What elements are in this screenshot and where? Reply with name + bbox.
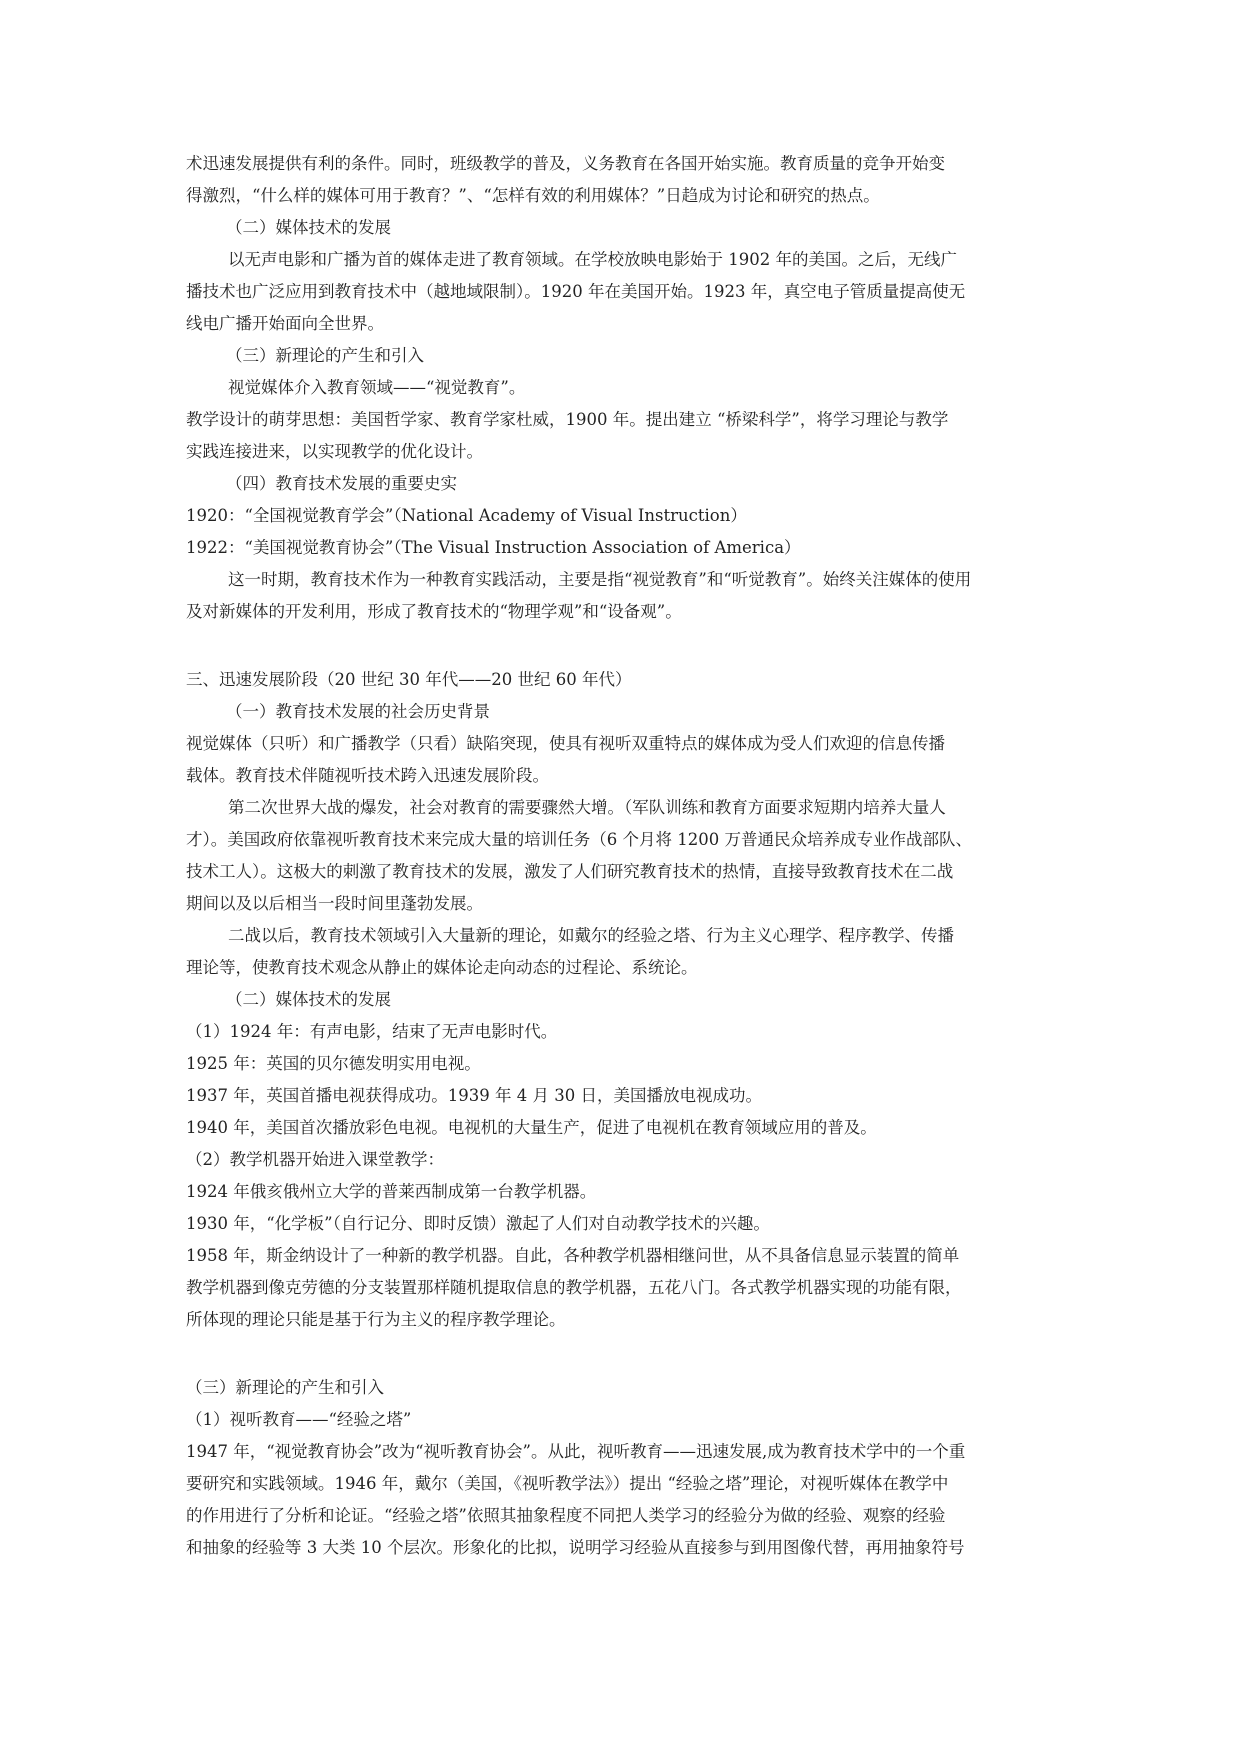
section-heading: （三）新理论的产生和引入 bbox=[226, 346, 424, 365]
paragraph-gap bbox=[186, 1336, 1055, 1372]
text-line: 线电广播开始面向全世界。 bbox=[186, 314, 384, 333]
text-line: 技术工人）。这极大的刺激了教育技术的发展，激发了人们研究教育技术的热情，直接导致教育技术在二战 bbox=[186, 862, 954, 881]
text-line: 1925 年：英国的贝尔德发明实用电视。 bbox=[186, 1054, 481, 1073]
text-line: 1958 年，斯金纳设计了一种新的教学机器。自此，各种教学机器相继问世，从不具备信息显示装置的简单 bbox=[186, 1246, 960, 1265]
text-line: 教学设计的萌芽思想：美国哲学家、教育学家杜威，1900 年。提出建立 “桥梁科学”，将学习理论与教学 bbox=[186, 410, 949, 429]
paragraph-gap bbox=[186, 628, 1055, 664]
text-line: 期间以及以后相当一段时间里蓬勃发展。 bbox=[186, 894, 483, 913]
text-line: 视觉媒体介入教育领域——“视觉教育”。 bbox=[228, 378, 526, 397]
chapter-heading: 三、迅速发展阶段（20 世纪 30 年代——20 世纪 60 年代） bbox=[186, 670, 632, 689]
text-line: 要研究和实践领域。1946 年，戴尔（美国，《视听教学法》）提出 “经验之塔”理论，对视听媒体在教学中 bbox=[186, 1474, 949, 1493]
text-line: 所体现的理论只能是基于行为主义的程序教学理论。 bbox=[186, 1310, 566, 1329]
text-line: 理论等，使教育技术观念从静止的媒体论走向动态的过程论、系统论。 bbox=[186, 958, 698, 977]
text-line: 播技术也广泛应用到教育技术中（越地域限制）。1920 年在美国开始。1923 年，真空电子管质量提高使无 bbox=[186, 282, 966, 301]
text-line: （1）1924 年：有声电影，结束了无声电影时代。 bbox=[186, 1022, 558, 1041]
text-line: 第二次世界大战的爆发，社会对教育的需要骤然大增。（军队训练和教育方面要求短期内培养大量人 bbox=[228, 798, 946, 817]
text-line: （1）视听教育——“经验之塔” bbox=[186, 1410, 412, 1429]
text-line: 二战以后，教育技术领域引入大量新的理论，如戴尔的经验之塔、行为主义心理学、程序教学、传播 bbox=[228, 926, 954, 945]
text-line: 的作用进行了分析和论证。“经验之塔”依照其抽象程度不同把人类学习的经验分为做的经验、观察的经验 bbox=[186, 1506, 946, 1525]
text-line: 及对新媒体的开发利用，形成了教育技术的“物理学观”和“设备观”。 bbox=[186, 602, 682, 621]
section-heading: （四）教育技术发展的重要史实 bbox=[226, 474, 457, 493]
text-line: 和抽象的经验等 3 大类 10 个层次。形象化的比拟，说明学习经验从直接参与到用图像代替，再用抽象符号 bbox=[186, 1538, 965, 1557]
text-line: 1947 年，“视觉教育协会”改为“视听教育协会”。从此，视听教育——迅速发展,成为教育技术学中的一个重 bbox=[186, 1442, 966, 1461]
text-line: （2）教学机器开始进入课堂教学： bbox=[186, 1150, 444, 1169]
text-line: 1920：“全国视觉教育学会”（National Academy of Visual Instruction） bbox=[186, 506, 747, 525]
text-line: 1922：“美国视觉教育协会”（The Visual Instruction Association of America） bbox=[186, 538, 801, 557]
section-heading: （三）新理论的产生和引入 bbox=[186, 1378, 384, 1397]
text-line: 以无声电影和广播为首的媒体走进了教育领域。在学校放映电影始于 1902 年的美国。之后，无线广 bbox=[228, 250, 957, 269]
text-line: 教学机器到像克劳德的分支装置那样随机提取信息的教学机器，五花八门。各式教学机器实现的功能有限， bbox=[186, 1278, 962, 1297]
text-line: 得激烈，“什么样的媒体可用于教育？”、“怎样有效的利用媒体？”日趋成为讨论和研究的热点。 bbox=[186, 186, 880, 205]
text-line: 1930 年，“化学板”（自行记分、即时反馈）激起了人们对自动教学技术的兴趣。 bbox=[186, 1214, 770, 1233]
section-heading: （二）媒体技术的发展 bbox=[226, 218, 391, 237]
text-line: 1924 年俄亥俄州立大学的普莱西制成第一台教学机器。 bbox=[186, 1182, 597, 1201]
text-line: 才）。美国政府依靠视听教育技术来完成大量的培训任务（6 个月将 1200 万普通民众培养成专业作战部队、 bbox=[186, 830, 972, 849]
text-line: 视觉媒体（只听）和广播教学（只看）缺陷突现，使具有视听双重特点的媒体成为受人们欢迎的信息传播 bbox=[186, 734, 945, 753]
text-line: 术迅速发展提供有利的条件。同时，班级教学的普及，义务教育在各国开始实施。教育质量的竞争开始变 bbox=[186, 154, 945, 173]
section-heading: （二）媒体技术的发展 bbox=[226, 990, 391, 1009]
text-line: 载体。教育技术伴随视听技术跨入迅速发展阶段。 bbox=[186, 766, 549, 785]
text-line: 这一时期，教育技术作为一种教育实践活动，主要是指“视觉教育”和“听觉教育”。始终关注媒体的使用 bbox=[228, 570, 972, 589]
text-line: 1940 年，美国首次播放彩色电视。电视机的大量生产，促进了电视机在教育领域应用的普及。 bbox=[186, 1118, 877, 1137]
section-heading: （一）教育技术发展的社会历史背景 bbox=[226, 702, 490, 721]
text-line: 1937 年，英国首播电视获得成功。1939 年 4 月 30 日，美国播放电视成功。 bbox=[186, 1086, 762, 1105]
text-line: 实践连接进来，以实现教学的优化设计。 bbox=[186, 442, 483, 461]
